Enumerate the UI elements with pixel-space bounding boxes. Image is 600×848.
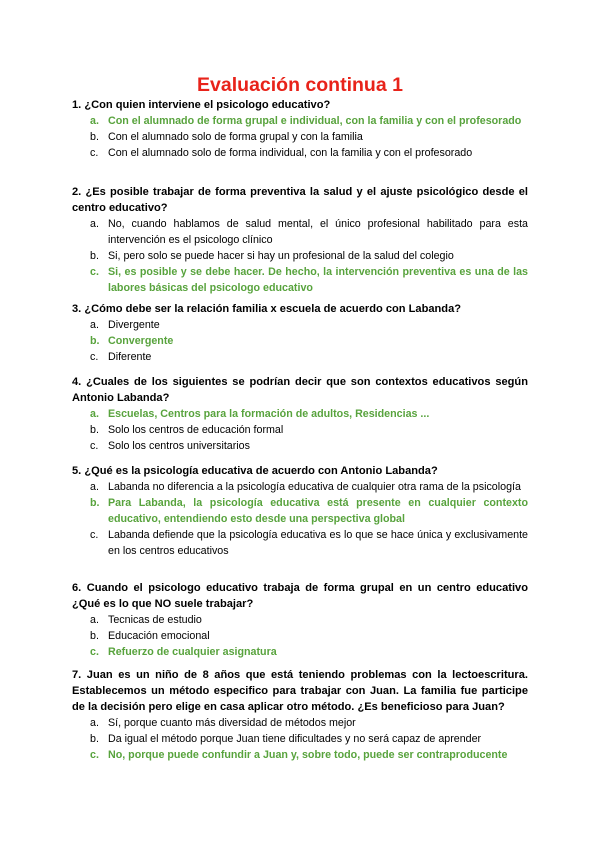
options-list [72,216,528,296]
option-c: c. Solo los centros universitarios [90,440,250,452]
question-1 [72,97,528,161]
option-c-correct: c. No, porque puede confundir a Juan y, sobre todo, puede ser contraproducente [90,749,508,761]
question-3 [72,301,528,365]
option-c: c. Diferente [90,351,152,363]
option-c-correct: c. Si, es posible y se debe hacer. De hecho, la intervención preventiva es una de las labores básicas del psicologo educativo [90,266,528,294]
options-list [72,406,528,454]
option-b: b. Solo los centros de educación formal [90,424,284,436]
option-b-correct: b. Para Labanda, la psicología educativa está presente en cualquier contexto educativo, entendiendo esto desde una perspectiva global [90,497,528,525]
options-list [72,113,528,161]
question-2 [72,184,528,296]
options-list [72,317,528,365]
question-text: 7. Juan es un niño de 8 años que está teniendo problemas con la lectoescritura. Establecemos un método especifico para trabajar con Juan. La familia fue participe de la decisión pero elige en casa aplicar otro método. ¿Es beneficioso para Juan? [72,669,528,713]
options-list [72,715,528,763]
options-list [72,612,528,660]
question-7 [72,667,528,763]
question-text: 4. ¿Cuales de los siguientes se podrían decir que son contextos educativos según Antonio Labanda? [72,376,528,404]
question-4 [72,374,528,454]
option-a: a. Sí, porque cuanto más diversidad de métodos mejor [90,717,356,729]
option-a: a. Divergente [90,319,160,331]
option-a: a. No, cuando hablamos de salud mental, el único profesional habilitado para esta intervención es el psicologo clínico [90,218,528,246]
option-b: b. Educación emocional [90,630,210,642]
question-text: 1. ¿Con quien interviene el psicologo educativo? [72,99,331,111]
page-title: Evaluación continua 1 [197,74,403,96]
question-text: 3. ¿Cómo debe ser la relación familia x escuela de acuerdo con Labanda? [72,303,462,315]
option-a: a. Tecnicas de estudio [90,614,202,626]
option-b-correct: b. Convergente [90,335,174,347]
option-c: c. Con el alumnado solo de forma individual, con la familia y con el profesorado [90,147,473,159]
option-b: b. Da igual el método porque Juan tiene dificultades y no será capaz de aprender [90,733,482,745]
question-text: 6. Cuando el psicologo educativo trabaja de forma grupal en un centro educativo ¿Qué es lo que NO suele trabajar? [72,582,528,610]
option-a-correct: a. Escuelas, Centros para la formación de adultos, Residencias ... [90,408,430,420]
options-list [72,479,528,559]
question-5 [72,463,528,559]
question-6 [72,580,528,660]
question-text: 2. ¿Es posible trabajar de forma preventiva la salud y el ajuste psicológico desde el centro educativo? [72,186,528,214]
question-text: 5. ¿Qué es la psicología educativa de acuerdo con Antonio Labanda? [72,465,438,477]
option-a: a. Labanda no diferencia a la psicología educativa de cualquier otra rama de la psicología [90,481,521,493]
option-c-correct: c. Refuerzo de cualquier asignatura [90,646,277,658]
option-a-correct: a. Con el alumnado de forma grupal e individual, con la familia y con el profesorado [90,115,522,127]
option-b: b. Si, pero solo se puede hacer si hay un profesional de la salud del colegio [90,250,454,262]
option-b: b. Con el alumnado solo de forma grupal y con la familia [90,131,363,143]
option-c: c. Labanda defiende que la psicología educativa es lo que se hace única y exclusivamente en los centros educativos [90,529,528,557]
